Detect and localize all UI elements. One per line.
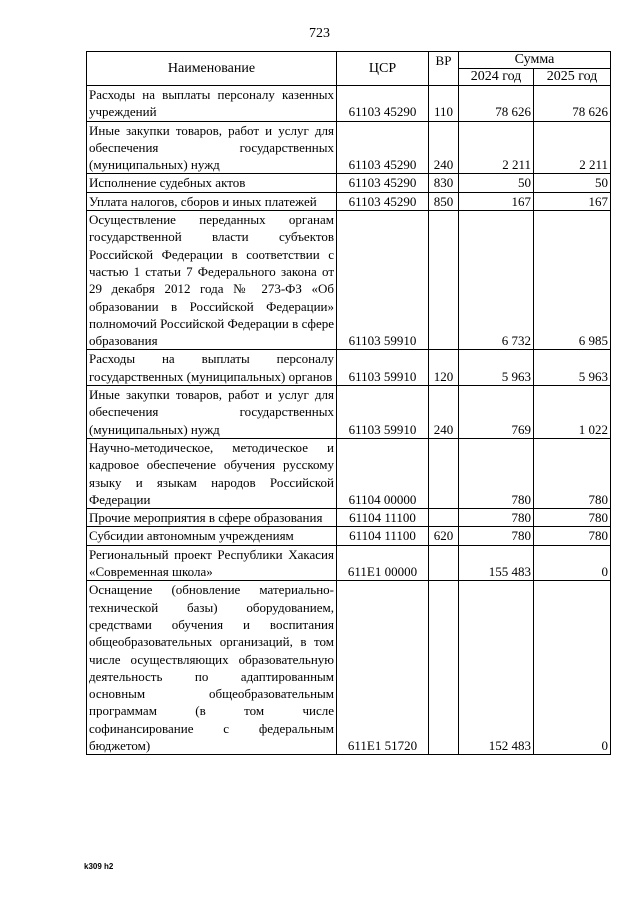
row-vr: 120 (429, 350, 459, 386)
row-sum-2025: 50 (534, 174, 611, 192)
table-row (87, 350, 611, 386)
row-vr: 620 (429, 527, 459, 545)
header-year-2025: 2025 год (534, 69, 611, 86)
row-csr: 61103 45290 (337, 192, 429, 210)
header-year-2024: 2024 год (459, 69, 534, 86)
row-vr (429, 545, 459, 581)
header-vr: ВР (429, 52, 459, 86)
footer-code: k309 h2 (84, 862, 114, 871)
row-sum-2024: 780 (459, 509, 534, 527)
header-name: Наименование (87, 52, 337, 86)
row-name: Субсидии автономным учреждениям (87, 527, 337, 545)
row-vr: 850 (429, 192, 459, 210)
budget-table (86, 51, 611, 755)
table-row (87, 545, 611, 581)
row-name: Региональный проект Республики Хакасия «Современная школа» (87, 545, 337, 581)
row-sum-2024: 780 (459, 527, 534, 545)
table-row (87, 509, 611, 527)
row-csr: 61104 11100 (337, 509, 429, 527)
row-vr (429, 509, 459, 527)
table-body (87, 86, 611, 755)
row-name: Оснащение (обновление материально-технической базы) оборудованием, средствами обучения и воспитания общеобразовательных организаций, в том числе осуществляющих образовательную деятельность по адаптированным основным общеобразовательным программам (в том числе софинансирование с федеральным бюджетом) (87, 581, 337, 755)
row-sum-2024: 152 483 (459, 581, 534, 755)
row-sum-2024: 155 483 (459, 545, 534, 581)
row-csr: 611E1 51720 (337, 581, 429, 755)
row-sum-2025: 2 211 (534, 121, 611, 174)
row-sum-2025: 6 985 (534, 211, 611, 350)
row-sum-2025: 167 (534, 192, 611, 210)
row-sum-2025: 1 022 (534, 386, 611, 439)
row-vr: 830 (429, 174, 459, 192)
row-sum-2024: 5 963 (459, 350, 534, 386)
row-csr: 61103 45290 (337, 174, 429, 192)
table-row (87, 438, 611, 508)
row-sum-2024: 780 (459, 438, 534, 508)
row-sum-2025: 5 963 (534, 350, 611, 386)
row-name: Расходы на выплаты персоналу государственных (муниципальных) органов (87, 350, 337, 386)
row-name: Иные закупки товаров, работ и услуг для обеспечения государственных (муниципальных) нужд (87, 386, 337, 439)
table-row (87, 527, 611, 545)
row-csr: 61103 45290 (337, 86, 429, 122)
row-sum-2024: 50 (459, 174, 534, 192)
row-name: Исполнение судебных актов (87, 174, 337, 192)
row-vr: 110 (429, 86, 459, 122)
row-csr: 61104 11100 (337, 527, 429, 545)
row-sum-2025: 0 (534, 581, 611, 755)
row-name: Уплата налогов, сборов и иных платежей (87, 192, 337, 210)
header-csr: ЦСР (337, 52, 429, 86)
table-row (87, 121, 611, 174)
table-row (87, 174, 611, 192)
row-name: Научно-методическое, методическое и кадровое обеспечение обучения русскому языку и языкам народов Российской Федерации (87, 438, 337, 508)
row-csr: 61103 59910 (337, 211, 429, 350)
row-name: Расходы на выплаты персоналу казенных учреждений (87, 86, 337, 122)
table-row (87, 192, 611, 210)
row-sum-2025: 78 626 (534, 86, 611, 122)
row-vr (429, 211, 459, 350)
row-csr: 61103 59910 (337, 350, 429, 386)
row-vr: 240 (429, 121, 459, 174)
row-sum-2024: 78 626 (459, 86, 534, 122)
row-vr: 240 (429, 386, 459, 439)
row-vr (429, 581, 459, 755)
row-sum-2024: 769 (459, 386, 534, 439)
row-csr: 611E1 00000 (337, 545, 429, 581)
row-sum-2024: 2 211 (459, 121, 534, 174)
row-sum-2025: 780 (534, 438, 611, 508)
page-number: 723 (309, 26, 330, 41)
row-vr (429, 438, 459, 508)
header-sum: Сумма (459, 52, 611, 69)
row-name: Прочие мероприятия в сфере образования (87, 509, 337, 527)
row-csr: 61103 59910 (337, 386, 429, 439)
row-sum-2024: 167 (459, 192, 534, 210)
row-name: Иные закупки товаров, работ и услуг для обеспечения государственных (муниципальных) нужд (87, 121, 337, 174)
row-sum-2025: 780 (534, 527, 611, 545)
row-sum-2025: 780 (534, 509, 611, 527)
row-sum-2024: 6 732 (459, 211, 534, 350)
row-csr: 61103 45290 (337, 121, 429, 174)
table-row (87, 386, 611, 439)
row-name: Осуществление переданных органам государственной власти субъектов Российской Федерации в соответствии с частью 1 статьи 7 Федерального закона от 29 декабря 2012 года № 273-ФЗ «Об образовании в Российской Федерации» полномочий Российской Федерации в сфере образования (87, 211, 337, 350)
table-row (87, 211, 611, 350)
table-row (87, 86, 611, 122)
row-sum-2025: 0 (534, 545, 611, 581)
row-csr: 61104 00000 (337, 438, 429, 508)
table-row (87, 581, 611, 755)
